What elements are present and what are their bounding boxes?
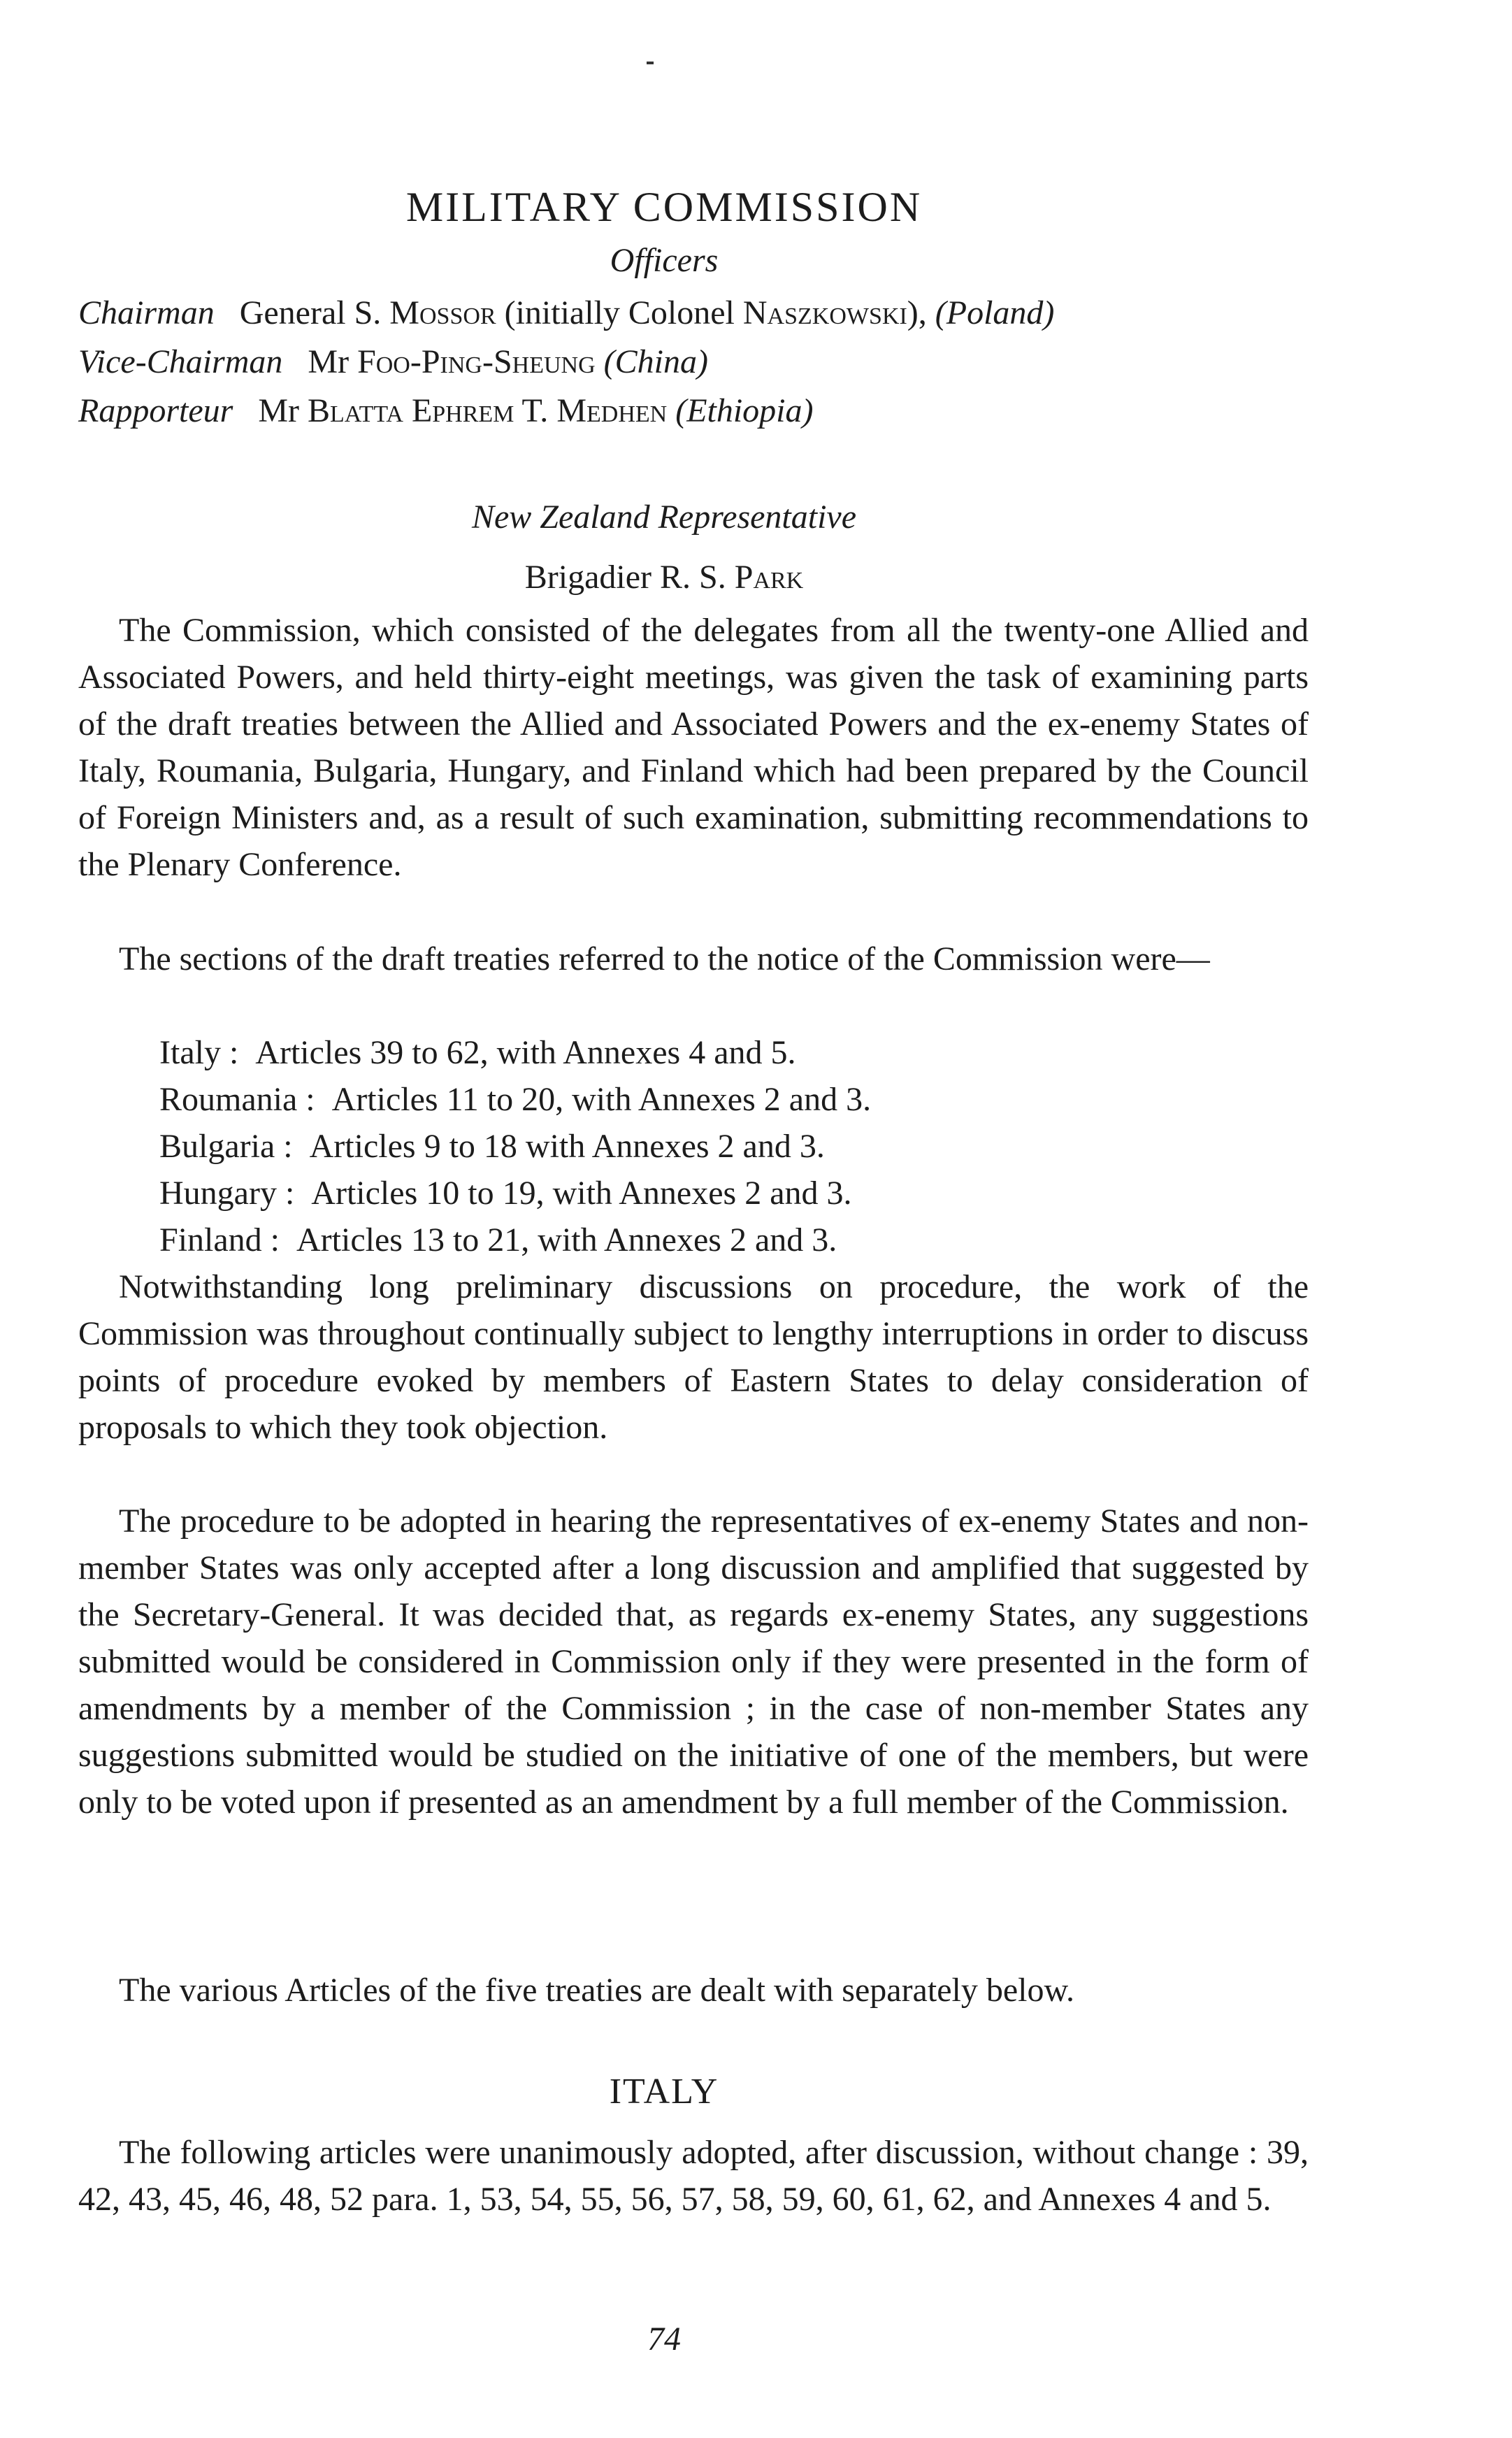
officer-role: Vice-Chairman: [78, 343, 283, 380]
officer-rapporteur: Rapporteur Mr Blatta Ephrem T. Medhen (Ethiopia): [78, 392, 814, 429]
officers-heading: Officers: [610, 242, 719, 279]
nz-representative: Brigadier R. S. Park: [524, 559, 804, 596]
top-mark: [647, 62, 654, 64]
treaty-sections-list: [159, 1029, 871, 1263]
paragraph-sections: The sections of the draft treaties referred to the notice of the Commission were—: [119, 940, 1210, 977]
officer-role: Chairman: [78, 294, 215, 331]
nz-heading: New Zealand Representative: [471, 499, 857, 536]
paragraph-commission: The Commission, which consisted of the delegates from all the twenty-one Allied and Associated Powers, and held thirty-eight meetings, was given the task of examining parts of the draft treaties between the Allied and Associated Powers and the ex-enemy States of Italy, Roumania, Bulgaria, Hungary, and Finland which had been prepared by the Council of Foreign Ministers and, as a result of such examination, submitting recommendations to the Plenary Conference.: [78, 612, 1309, 883]
list-item: Bulgaria : Articles 9 to 18 with Annexes 2 and 3.: [159, 1128, 825, 1165]
section-heading-italy: ITALY: [609, 2072, 719, 2111]
paragraph-procedure: Notwithstanding long preliminary discussions on procedure, the work of the Commission was throughout continually subject to lengthy interruptions in order to discuss points of procedure evoked by members of Eastern States to delay consideration of proposals to which they took objection.: [78, 1268, 1309, 1446]
paragraph-italy-articles: The following articles were unanimously adopted, after discussion, without change : 39, 42, 43, 45, 46, 48, 52 para. 1, 53, 54, 55, 56, 57, 58, 59, 60, 61, 62, and Annexes 4 and 5.: [78, 2134, 1309, 2218]
paragraph-various-articles: The various Articles of the five treaties are dealt with separately below.: [119, 1972, 1075, 2009]
page-number: 74: [647, 2321, 681, 2358]
paragraph-hearing: The procedure to be adopted in hearing the representatives of ex-enemy States and non-member States was only accepted after a long discussion and amplified that suggested by the Secretary-General. It was decided that, as regards ex-enemy States, any suggestions submitted would be considered in Commission only if they were presented in the form of amendments by a member of the Commission ; in the case of non-member States any suggestions submitted would be studied on the initiative of one of the members, but were only to be voted upon if presented as an amendment by a full member of the Commission.: [78, 1503, 1309, 1821]
list-item: Italy : Articles 39 to 62, with Annexes 4 and 5.: [159, 1034, 796, 1071]
officer-vice-chairman: Vice-Chairman Mr Foo-Ping-Sheung (China): [78, 343, 708, 380]
officer-chairman: Chairman General S. Mossor (initially Colonel Naszkowski), (Poland): [78, 294, 1055, 331]
list-item: Roumania : Articles 11 to 20, with Annexes 2 and 3.: [159, 1081, 872, 1118]
page-title: MILITARY COMMISSION: [405, 184, 923, 230]
list-item: Finland : Articles 13 to 21, with Annexes 2 and 3.: [159, 1221, 837, 1259]
officer-role: Rapporteur: [78, 392, 233, 429]
list-item: Hungary : Articles 10 to 19, with Annexes 2 and 3.: [159, 1175, 852, 1212]
